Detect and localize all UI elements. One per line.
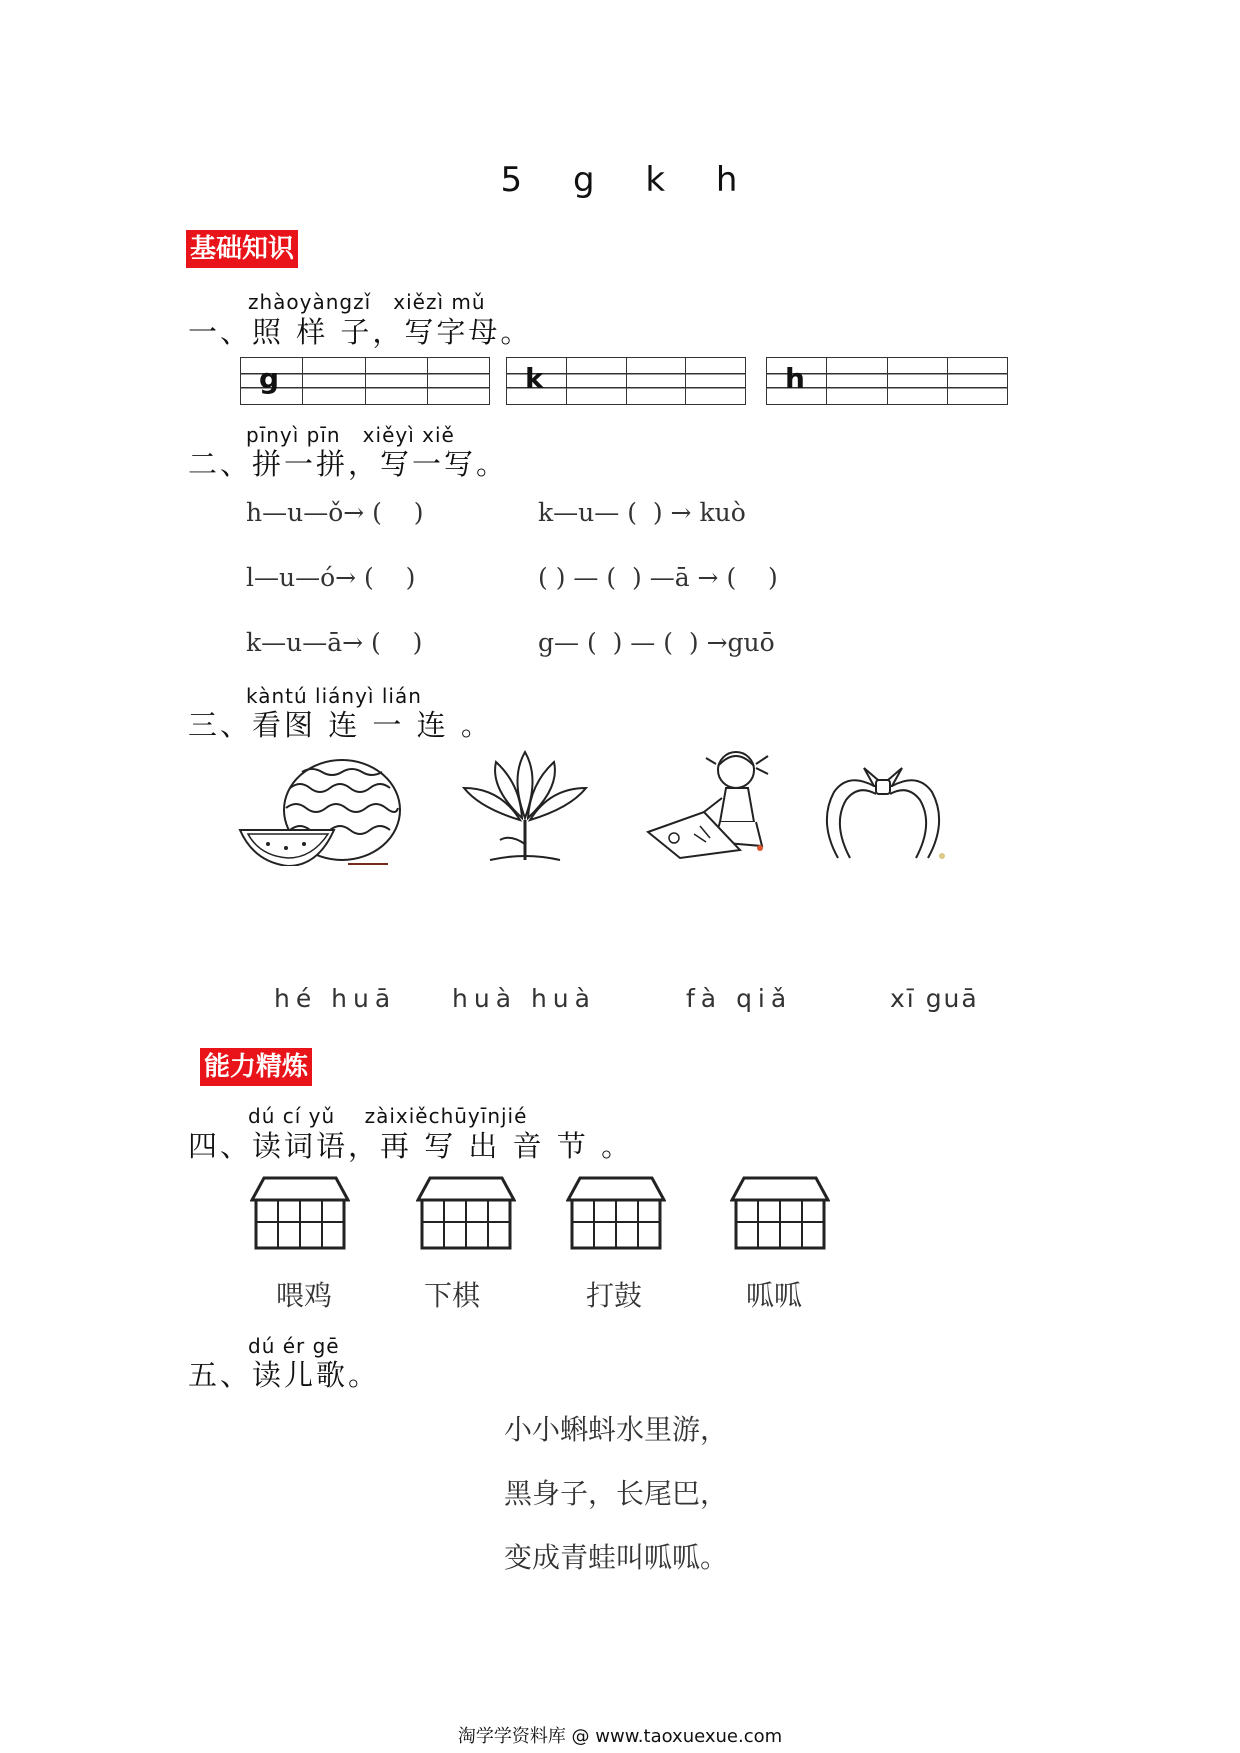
poem-line-2: 黑身子，长尾巴，: [504, 1477, 729, 1510]
title-letter-k: k: [645, 160, 668, 200]
q5-heading: 五、读儿歌。: [188, 1358, 381, 1392]
word-xia-qi: 下棋: [424, 1279, 481, 1312]
q1-heading: 一、照 样 子，写字母。: [188, 315, 533, 349]
q2-left-1: h—u—ǒ→ ( ): [246, 498, 424, 527]
letter-grid-h[interactable]: [766, 357, 1008, 405]
q4-heading: 四、读词语，再 写 出 音 节 。: [188, 1129, 634, 1163]
q3-heading: 三、看图 连 一 连 。: [188, 708, 493, 742]
letter-grid-g[interactable]: [240, 357, 490, 405]
hair-clip-picture[interactable]: [818, 762, 948, 866]
syllable-house-4[interactable]: [730, 1176, 830, 1250]
girl-drawing-picture[interactable]: [644, 742, 788, 860]
lesson-number: 5: [500, 160, 525, 200]
option-he-hua[interactable]: hé huā: [274, 984, 397, 1013]
watermelon-picture[interactable]: [238, 758, 404, 866]
q2-left-3: k—u—ā→ ( ): [246, 628, 423, 657]
grid-letter: h: [785, 362, 805, 395]
option-xi-gua[interactable]: xī guā: [890, 984, 979, 1013]
option-fa-qia[interactable]: fà qiǎ: [686, 984, 793, 1013]
grid-letter: k: [525, 362, 544, 395]
syllable-house-2[interactable]: [416, 1176, 516, 1250]
syllable-house-1[interactable]: [250, 1176, 350, 1250]
q2-right-1: k—u— ( ) → kuò: [538, 498, 746, 527]
grid-letter: g: [259, 362, 280, 395]
q2-right-3: g— ( ) — ( ) →guō: [538, 628, 775, 657]
q2-heading: 二、拼一拼，写一写。: [188, 447, 509, 481]
lotus-picture[interactable]: [460, 748, 590, 866]
syllable-house-3[interactable]: [566, 1176, 666, 1250]
q5-pinyin: dú ér gē: [248, 1334, 340, 1358]
section-badge-ability: 能力精炼: [200, 1048, 312, 1086]
word-gua-gua: 呱呱: [746, 1279, 803, 1312]
q4-pinyin: dú cí yǔ zàixiěchūyīnjié: [248, 1104, 528, 1128]
q2-pinyin: pīnyì pīn xiěyì xiě: [246, 423, 455, 447]
page-title: [0, 160, 1240, 200]
q2-left-2: l—u—ó→ ( ): [246, 563, 416, 592]
poem-line-3: 变成青蛙叫呱呱。: [504, 1541, 729, 1574]
q3-pinyin: kàntú liányì lián: [246, 684, 422, 708]
letter-grid-k[interactable]: [506, 357, 746, 405]
option-hua-hua[interactable]: huà huà: [452, 984, 596, 1013]
word-da-gu: 打鼓: [586, 1279, 643, 1312]
q1-pinyin: zhàoyàngzǐ xiězì mǔ: [248, 290, 486, 314]
title-letter-g: g: [572, 160, 597, 200]
word-wei-ji: 喂鸡: [276, 1279, 333, 1312]
footer-watermark: 淘学学资料库 @ www.taoxuexue.com: [457, 1726, 783, 1747]
q2-right-2: ( ) — ( ) —ā → ( ): [538, 563, 778, 592]
poem-line-1: 小小蝌蚪水里游，: [504, 1413, 729, 1446]
title-letter-h: h: [715, 160, 740, 200]
section-badge-basics: 基础知识: [186, 230, 298, 268]
